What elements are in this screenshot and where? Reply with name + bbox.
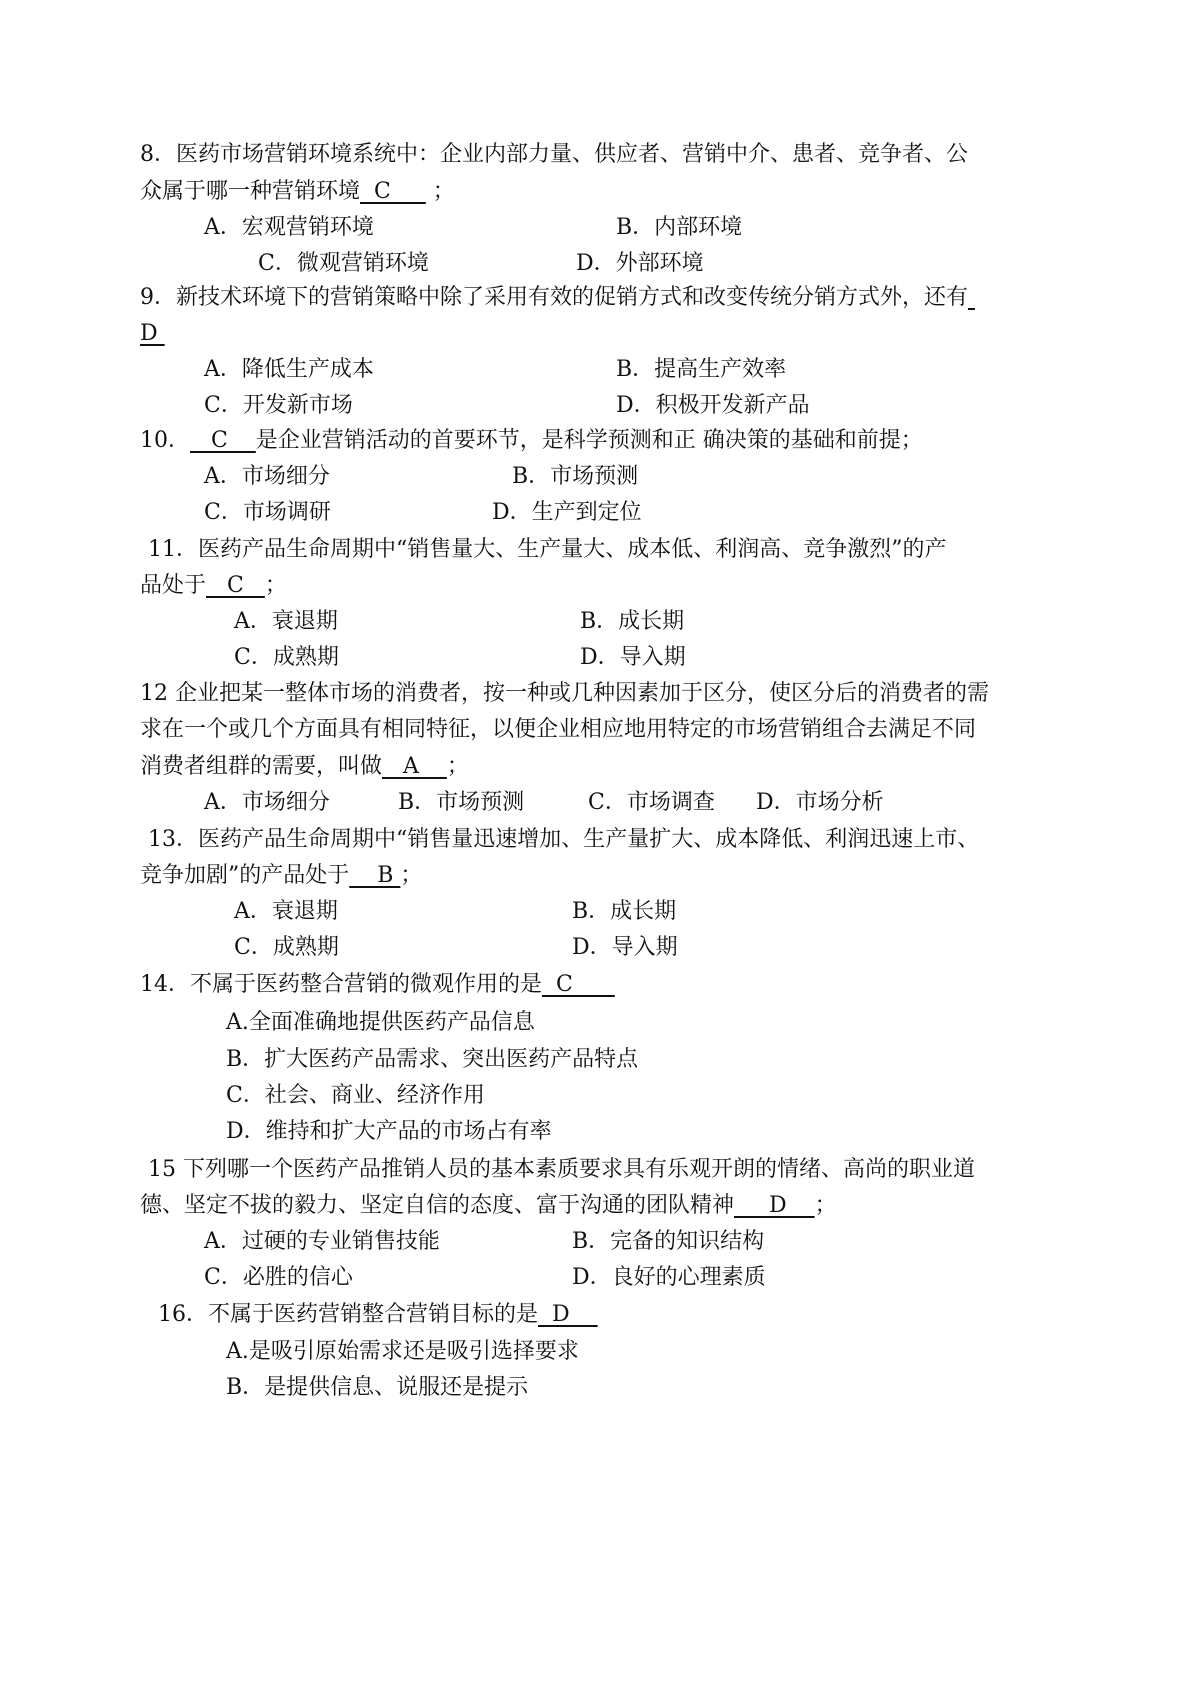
question-11-option-c: C．成熟期 [234, 645, 339, 670]
question-14-option-d: D．维持和扩大产品的市场占有率 [226, 1119, 552, 1144]
question-15-stem-line2 [140, 1191, 837, 1221]
question-10-option-a: A．市场细分 [204, 464, 330, 489]
question-15-stem-line1: 15 下列哪一个医药产品推销人员的基本素质要求具有乐观开朗的情绪、高尚的职业道 [148, 1157, 975, 1182]
question-13-option-d: D．导入期 [572, 935, 678, 960]
question-11-answer-blank: C [206, 573, 265, 598]
question-15-option-c: C．必胜的信心 [204, 1265, 353, 1290]
question-11-option-b: B．成长期 [580, 609, 685, 634]
question-9-option-c: C．开发新市场 [204, 393, 353, 418]
question-8-stem-line2 [140, 177, 455, 207]
question-10-option-d: D．生产到定位 [492, 500, 642, 525]
question-9-option-b: B．提高生产效率 [616, 357, 787, 382]
question-16-option-b: B．是提供信息、说服还是提示 [226, 1375, 529, 1400]
question-13-stem-line1: 13．医药产品生命周期中“销售量迅速增加、生产量扩大、成本降低、利润迅速上市、 [148, 827, 980, 852]
question-16-answer-blank: D [538, 1302, 598, 1327]
question-14-stem [140, 970, 615, 1000]
question-12-option-c: C．市场调查 [588, 790, 715, 815]
question-8-stem-end: ； [425, 179, 455, 204]
question-14-stem-text: 14．不属于医药整合营销的微观作用的是 [140, 972, 542, 997]
question-8-option-a: A．宏观营销环境 [204, 215, 374, 240]
question-11-option-d: D．导入期 [580, 645, 686, 670]
question-13-option-c: C．成熟期 [234, 935, 339, 960]
question-11-stem-line1: 11．医药产品生命周期中“销售量大、生产量大、成本低、利润高、竞争激烈”的产 [148, 537, 947, 562]
question-9-blank-start [968, 285, 975, 310]
question-12-stem-line3 [140, 752, 469, 782]
question-16-stem-text: 16．不属于医药营销整合营销目标的是 [158, 1302, 538, 1327]
question-10-number: 10． [140, 428, 190, 453]
question-12-stem-line2: 求在一个或几个方面具有相同特征，以便企业相应地用特定的市场营销组合去满足不同 [140, 717, 977, 742]
question-14-option-c: C．社会、商业、经济作用 [226, 1083, 485, 1108]
question-13-stem-line2 [140, 861, 422, 891]
question-12-option-d: D．市场分析 [756, 790, 884, 815]
question-12-stem-line1: 12 企业把某一整体市场的消费者，按一种或几种因素加于区分，使区分后的消费者的需 [140, 681, 989, 706]
question-14-option-b: B．扩大医药产品需求、突出医药产品特点 [226, 1047, 639, 1072]
question-9-stem-text: 9．新技术环境下的营销策略中除了采用有效的促销方式和改变传统分销方式外，还有 [140, 285, 968, 310]
question-11-stem-text: 品处于 [140, 573, 207, 598]
question-8-stem-text: 众属于哪一种营销环境 [140, 179, 361, 204]
question-8-option-c: C．微观营销环境 [258, 251, 429, 276]
question-8-option-b: B．内部环境 [616, 215, 743, 240]
question-11-option-a: A．衰退期 [234, 609, 338, 634]
question-13-option-b: B．成长期 [572, 899, 677, 924]
question-8-stem-line1: 8．医药市场营销环境系统中：企业内部力量、供应者、营销中介、患者、竞争者、公 [140, 142, 968, 167]
question-12-answer-blank: A [382, 754, 447, 779]
question-15-option-a: A．过硬的专业销售技能 [204, 1229, 440, 1254]
question-10-answer-blank: C [190, 428, 256, 453]
question-11-stem-end: ； [264, 573, 287, 598]
question-9-option-d: D．积极开发新产品 [616, 393, 810, 418]
question-13-option-a: A．衰退期 [234, 899, 338, 924]
question-16-stem [158, 1300, 598, 1330]
question-10-option-c: C．市场调研 [204, 500, 331, 525]
question-15-stem-end: ； [814, 1193, 837, 1218]
question-15-answer-blank: D [734, 1193, 815, 1218]
question-12-stem-end: ； [446, 754, 469, 779]
question-15-stem-text: 德、坚定不拔的毅力、坚定自信的态度、富于沟通的团队精神 [140, 1193, 735, 1218]
question-10-option-b: B．市场预测 [512, 464, 639, 489]
question-9-option-a: A．降低生产成本 [204, 357, 374, 382]
question-11-stem-line2 [140, 571, 287, 601]
question-14-answer-blank: C [542, 972, 615, 997]
question-13-stem-text: 竞争加剧”的产品处于 [140, 863, 350, 888]
question-14-option-a: A.全面准确地提供医药产品信息 [226, 1010, 535, 1035]
question-15-option-d: D．良好的心理素质 [572, 1265, 766, 1290]
question-12-stem-text: 消费者组群的需要，叫做 [140, 754, 383, 779]
question-13-stem-end: ； [400, 863, 423, 888]
question-15-option-b: B．完备的知识结构 [572, 1229, 765, 1254]
question-8-answer-blank: C [360, 179, 426, 204]
question-8-option-d: D．外部环境 [576, 251, 704, 276]
question-16-option-a: A.是吸引原始需求还是吸引选择要求 [226, 1339, 579, 1364]
question-13-answer-blank: B [349, 863, 401, 888]
question-12-option-b: B．市场预测 [398, 790, 525, 815]
question-9-answer-blank: D [140, 321, 165, 346]
question-9-stem-line2 [140, 319, 165, 349]
question-12-option-a: A．市场细分 [204, 790, 330, 815]
question-9-stem-line1 [140, 283, 975, 313]
question-10-stem [140, 426, 923, 456]
question-10-stem-text: 是企业营销活动的首要环节，是科学预测和正 确决策的基础和前提； [255, 428, 923, 453]
